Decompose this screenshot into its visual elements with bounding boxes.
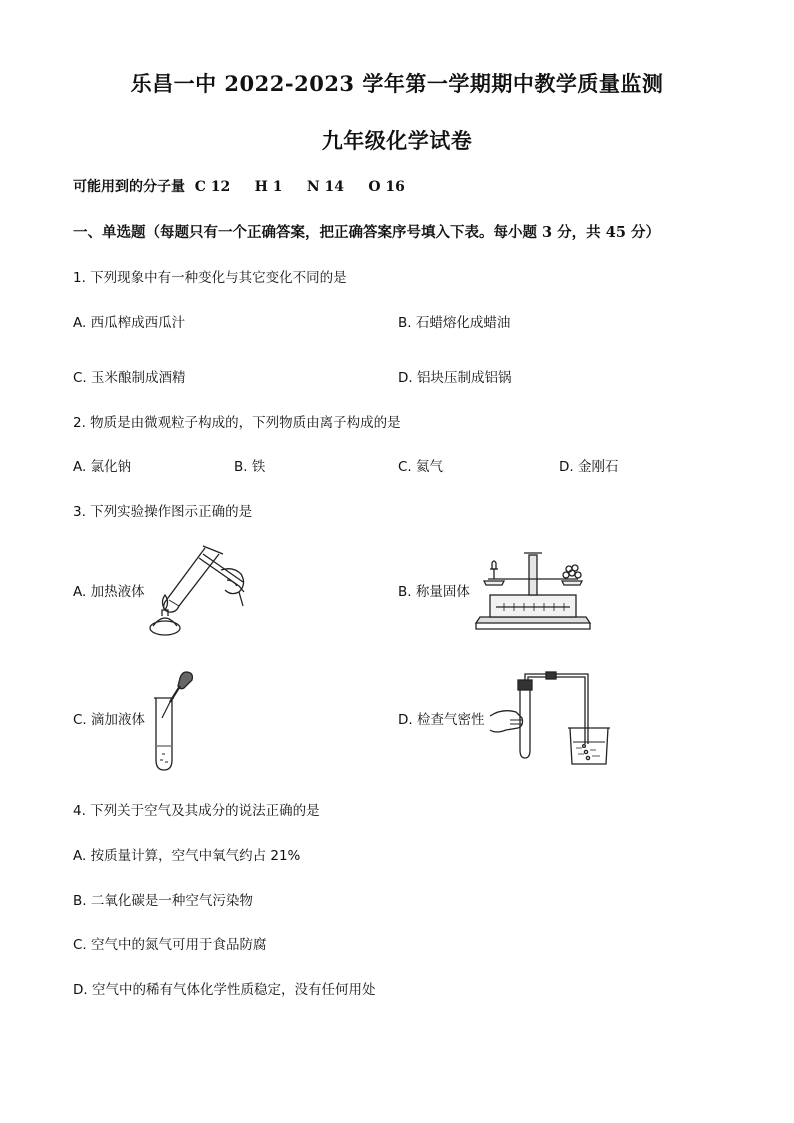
question-1-option-a: A. 西瓜榨成西瓜汁 xyxy=(73,315,186,331)
question-4-option-c: C. 空气中的氮气可用于食品防腐 xyxy=(73,937,267,953)
question-4-option-a: A. 按质量计算，空气中氧气约占 21% xyxy=(73,848,301,864)
question-1-option-b: B. 石蜡熔化成蜡油 xyxy=(398,315,511,331)
test-tube-heating-figure xyxy=(143,540,253,640)
dropper-figure xyxy=(150,668,200,774)
question-2-option-a: A. 氯化钠 xyxy=(73,459,132,475)
question-3-option-c: C. 滴加液体 xyxy=(73,712,146,728)
balance-weighing-figure xyxy=(474,545,592,631)
exam-subtitle: 九年级化学试卷 xyxy=(321,128,473,153)
question-3-stem: 3. 下列实验操作图示正确的是 xyxy=(73,504,253,520)
question-2-option-d: D. 金刚石 xyxy=(559,459,619,475)
section-heading: 一、单选题（每题只有一个正确答案，把正确答案序号填入下表。每小题 3 分，共 45 分） xyxy=(73,224,660,241)
atomic-masses: 可能用到的分子量 C 12 H 1 N 14 O 16 xyxy=(73,179,405,195)
question-3-option-a: A. 加热液体 xyxy=(73,584,145,600)
question-3-option-d: D. 检查气密性 xyxy=(398,712,485,728)
question-2-option-c: C. 氦气 xyxy=(398,459,444,475)
question-1-option-d: D. 铝块压制成铝锅 xyxy=(398,370,512,386)
question-4-option-b: B. 二氧化碳是一种空气污染物 xyxy=(73,893,253,909)
question-4-option-d: D. 空气中的稀有气体化学性质稳定，没有任何用处 xyxy=(73,982,376,998)
question-1-option-c: C. 玉米酿制成酒精 xyxy=(73,370,186,386)
question-2-option-b: B. 铁 xyxy=(234,459,266,475)
exam-title: 乐昌一中 2022-2023 学年第一学期期中教学质量监测 xyxy=(130,71,664,96)
airtightness-check-figure xyxy=(484,672,614,770)
question-3-option-b: B. 称量固体 xyxy=(398,584,470,600)
question-1-stem: 1. 下列现象中有一种变化与其它变化不同的是 xyxy=(73,270,347,286)
question-4-stem: 4. 下列关于空气及其成分的说法正确的是 xyxy=(73,803,320,819)
question-2-stem: 2. 物质是由微观粒子构成的，下列物质由离子构成的是 xyxy=(73,415,401,431)
